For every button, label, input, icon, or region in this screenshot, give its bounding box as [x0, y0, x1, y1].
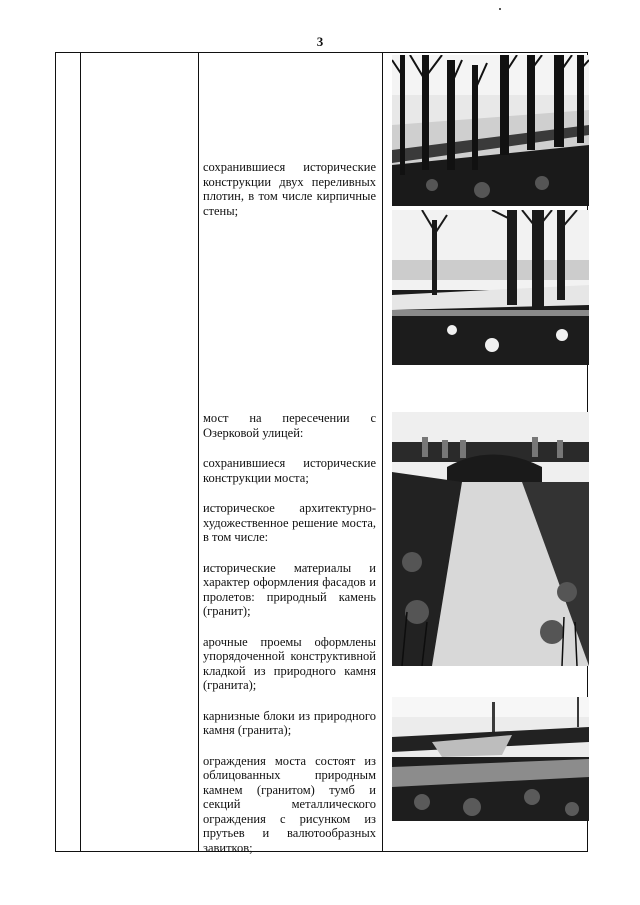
bridge-architecture: историческое архитектурно-художественное решение моста, в том числе:	[203, 501, 376, 544]
column-divider-2	[198, 52, 199, 852]
page-speck	[499, 8, 501, 10]
bridge-heading: Озерковой улицей:	[203, 425, 304, 440]
column-divider-3	[382, 52, 383, 852]
bridge-materials: исторические материалы и характер оформления фасадов и пролетов: природный камень (гранит);	[203, 560, 376, 618]
bridge-constructions: сохранившиеся исторические конструкции моста;	[203, 456, 376, 485]
column-divider-1	[80, 52, 81, 852]
page-number: 3	[316, 34, 324, 49]
description-cell-dams	[203, 160, 376, 218]
bridge-heading-line1: мост на пересечении с	[203, 411, 376, 425]
photo-bridge-railing	[392, 697, 589, 821]
description-cell-bridge	[203, 411, 376, 855]
bridge-railing: ограждения моста состоят из облицованных природным камнем (гранитом) тумб и секций металлического ограждения с рисунком из прутьев и валютообразных завитков;	[203, 753, 376, 855]
photo-dam-trees-2	[392, 210, 589, 365]
bridge-arches: арочные проемы оформлены упорядоченной конструктивной кладкой из природного камня (гранита);	[203, 634, 376, 692]
photo-bridge-canal	[392, 412, 589, 666]
dam-description: сохранившиеся исторические конструкции двух переливных плотин, в том числе кирпичные стены;	[203, 160, 376, 218]
photo-dam-trees-1	[392, 55, 589, 206]
bridge-cornice: карнизные блоки из природного камня (гранита);	[203, 708, 376, 737]
